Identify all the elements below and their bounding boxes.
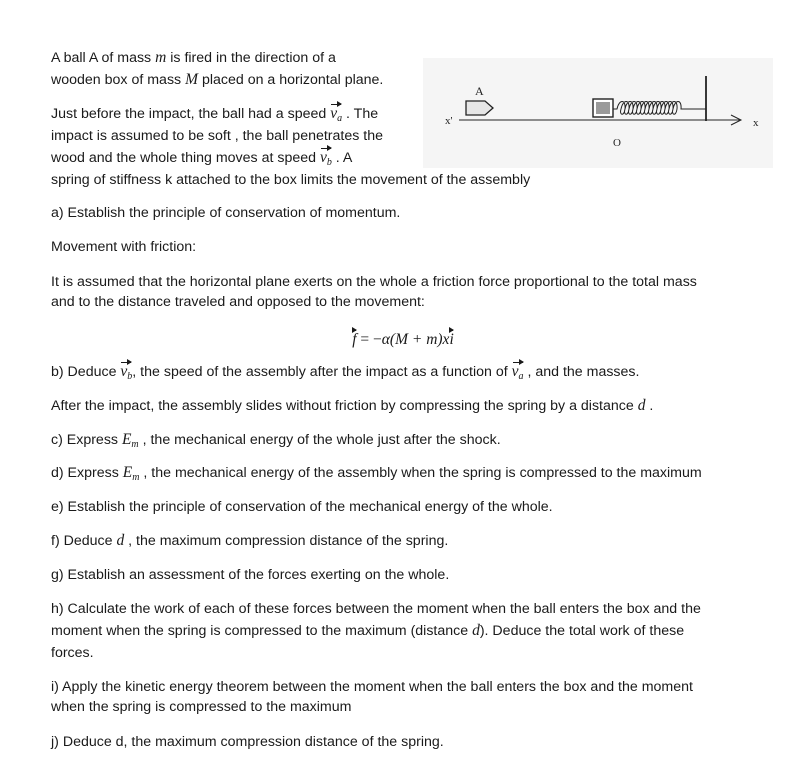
energy-symbol: E <box>122 464 133 481</box>
intro-text: wood and the whole thing moves at speed <box>51 150 320 166</box>
var-d: d <box>637 397 646 414</box>
intro-text: placed on a horizontal plane. <box>198 72 384 88</box>
energy-subscript: m <box>131 439 139 450</box>
vector-vb <box>320 147 332 169</box>
question-h-line-3: forces. <box>51 645 94 661</box>
question-text: , the speed of the assembly after the impact as a function of <box>132 364 512 380</box>
question-f <box>51 530 448 552</box>
label-x-prime: x' <box>445 115 453 127</box>
after-impact-text <box>51 395 653 417</box>
equation-text: = − <box>356 331 382 348</box>
question-text: , the maximum compression distance of the spring. <box>124 533 449 549</box>
var-m: m <box>155 49 167 66</box>
friction-heading: Movement with friction: <box>51 239 197 255</box>
question-b <box>51 361 639 383</box>
energy-symbol: E <box>121 431 132 448</box>
intro-line-2 <box>51 69 383 91</box>
question-h-line-2 <box>51 620 684 642</box>
question-c <box>51 429 501 451</box>
vector-subscript: b <box>127 371 133 382</box>
intro-text: . A <box>331 150 353 166</box>
var-Em <box>123 464 140 481</box>
vector-symbol: v <box>120 363 128 380</box>
intro-text: A ball A of mass <box>51 50 156 66</box>
vector-subscript: a <box>337 113 343 124</box>
label-A: A <box>475 84 484 98</box>
vector-symbol: v <box>511 363 519 380</box>
vector-f: f <box>352 329 356 351</box>
intro-text: wooden box of mass <box>51 72 186 88</box>
question-g: g) Establish an assessment of the forces exerting on the whole. <box>51 567 450 583</box>
question-text: . <box>645 398 654 414</box>
question-text: After the impact, the assembly slides without friction by compressing the spring by a distance <box>51 398 638 414</box>
question-text: , and the masses. <box>523 364 640 380</box>
question-a: a) Establish the principle of conservation of momentum. <box>51 205 401 221</box>
intro-line-1 <box>51 47 336 69</box>
vector-subscript: b <box>326 157 332 168</box>
question-i-line-1: i) Apply the kinetic energy theorem between the moment when the ball enters the box and the moment <box>51 679 693 695</box>
var-d: d <box>116 532 125 549</box>
vector-vb <box>120 361 132 383</box>
var-Em <box>122 431 139 448</box>
equation-text: (M + m)x <box>389 331 450 348</box>
question-text: f) Deduce <box>51 533 117 549</box>
spring-box-diagram <box>423 58 773 168</box>
question-d <box>51 462 702 484</box>
vector-va <box>330 103 342 125</box>
intro-line-4: impact is assumed to be soft , the ball penetrates the <box>51 128 384 144</box>
question-text: d) Express <box>51 465 123 481</box>
intro-text: . The <box>342 106 379 122</box>
vector-va <box>512 361 524 383</box>
vector-i: i <box>449 329 453 351</box>
question-text: b) Deduce <box>51 364 121 380</box>
intro-text: is fired in the direction of a <box>166 50 336 66</box>
var-d: d <box>472 622 480 639</box>
vector-symbol: v <box>330 105 338 122</box>
intro-line-6: spring of stiffness k attached to the box limits the movement of the assembly <box>51 172 531 188</box>
question-text: , the mechanical energy of the whole just after the shock. <box>138 432 501 448</box>
question-e: e) Establish the principle of conservation of the mechanical energy of the whole. <box>51 499 553 515</box>
wooden-box-fill <box>596 102 610 114</box>
label-O: O <box>613 137 621 149</box>
friction-line-2: and to the distance traveled and opposed to the movement: <box>51 294 425 310</box>
var-M: M <box>185 71 198 88</box>
intro-line-5 <box>51 147 352 169</box>
question-text: moment when the spring is compressed to the maximum (distance <box>51 623 473 639</box>
question-text: , the mechanical energy of the assembly when the spring is compressed to the maximum <box>139 465 702 481</box>
alpha-symbol: α <box>381 331 390 348</box>
label-x: x <box>753 117 759 129</box>
friction-equation <box>0 329 806 351</box>
question-text: c) Express <box>51 432 122 448</box>
vector-symbol: v <box>319 149 327 166</box>
intro-line-3 <box>51 103 378 125</box>
question-i-line-2: when the spring is compressed to the maximum <box>51 699 352 715</box>
question-text: ). Deduce the total work of these <box>479 623 685 639</box>
question-h-line-1: h) Calculate the work of each of these forces between the moment when the ball enters the box and the <box>51 601 701 617</box>
energy-subscript: m <box>132 472 140 483</box>
friction-line-1: It is assumed that the horizontal plane exerts on the whole a friction force proportional to the total mass <box>51 274 697 290</box>
question-j: j) Deduce d, the maximum compression distance of the spring. <box>51 734 444 750</box>
intro-text: Just before the impact, the ball had a speed <box>51 106 331 122</box>
vector-subscript: a <box>518 371 524 382</box>
